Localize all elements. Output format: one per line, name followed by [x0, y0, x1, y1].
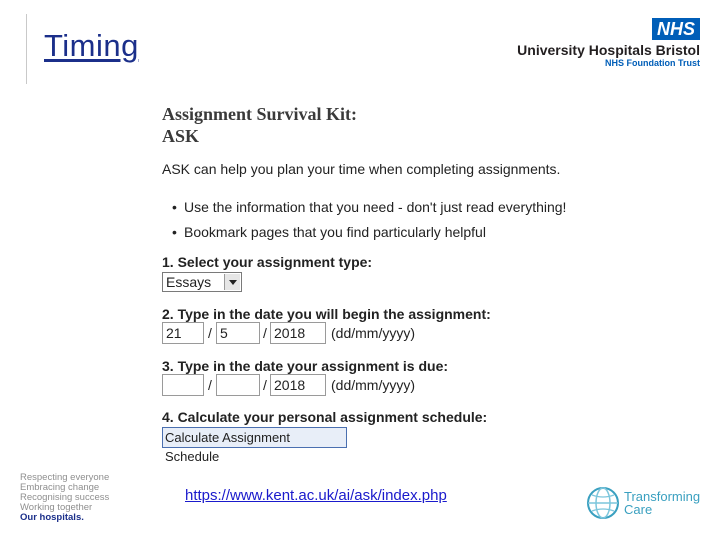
date-format-hint: (dd/mm/yyyy): [331, 325, 415, 341]
our-hospitals-text: Our hospitals.: [20, 512, 84, 523]
assignment-type-value: Essays: [166, 274, 212, 290]
dropdown-arrow-icon[interactable]: [224, 274, 240, 290]
tips-list: [172, 199, 566, 249]
kit-heading: [162, 103, 357, 147]
transforming-care-logo: [624, 490, 700, 516]
date-format-hint: (dd/mm/yyyy): [331, 377, 415, 393]
kit-heading-line1: Assignment Survival Kit:: [162, 104, 358, 124]
list-item: [172, 199, 566, 224]
tc-line2: Care: [624, 502, 653, 517]
date-separator: /: [263, 325, 267, 341]
date-separator: /: [263, 377, 267, 393]
tip-text: Bookmark pages that you find particularly helpful: [184, 224, 486, 240]
step3-label: 3. Type in the date your assignment is due:: [162, 358, 449, 374]
bullet-marker: •: [172, 199, 177, 215]
tc-line1: Transforming: [624, 489, 701, 504]
nhs-org-name: University Hospitals Bristol: [517, 42, 700, 58]
due-day-input[interactable]: [162, 374, 204, 396]
date-separator: /: [208, 377, 212, 393]
due-month-input[interactable]: [216, 374, 260, 396]
trust-values: [20, 473, 109, 523]
ask-url-link[interactable]: https://www.kent.ac.uk/ai/ask/index.php: [185, 487, 447, 504]
start-year-input[interactable]: 2018: [270, 322, 326, 344]
value-line: Recognising success: [20, 492, 110, 503]
kit-heading-line2: ASK: [162, 126, 200, 146]
value-line: Working together: [20, 502, 93, 513]
bullet-marker: •: [172, 224, 177, 240]
value-line: Respecting everyone: [20, 472, 110, 483]
start-day-input[interactable]: 21: [162, 322, 204, 344]
kit-intro: ASK can help you plan your time when completing assignments.: [162, 161, 561, 177]
value-line: Embracing change: [20, 482, 100, 493]
nhs-badge: NHS: [652, 18, 700, 40]
date-separator: /: [208, 325, 212, 341]
title-divider: [26, 14, 27, 84]
globe-icon: [586, 486, 620, 520]
step4-label: 4. Calculate your personal assignment schedule:: [162, 409, 488, 425]
assignment-type-select[interactable]: [162, 272, 242, 292]
step1-label: 1. Select your assignment type:: [162, 254, 373, 270]
nhs-logo: [517, 18, 700, 68]
due-year-input[interactable]: 2018: [270, 374, 326, 396]
start-month-input[interactable]: 5: [216, 322, 260, 344]
tip-text: Use the information that you need - don't just read everything!: [184, 199, 567, 215]
nhs-trust-name: NHS Foundation Trust: [605, 58, 700, 68]
calculate-schedule-button[interactable]: Calculate Assignment Schedule: [162, 427, 347, 448]
list-item: [172, 224, 566, 249]
slide-title: Timing: [44, 28, 139, 63]
step2-label: 2. Type in the date you will begin the assignment:: [162, 306, 491, 322]
